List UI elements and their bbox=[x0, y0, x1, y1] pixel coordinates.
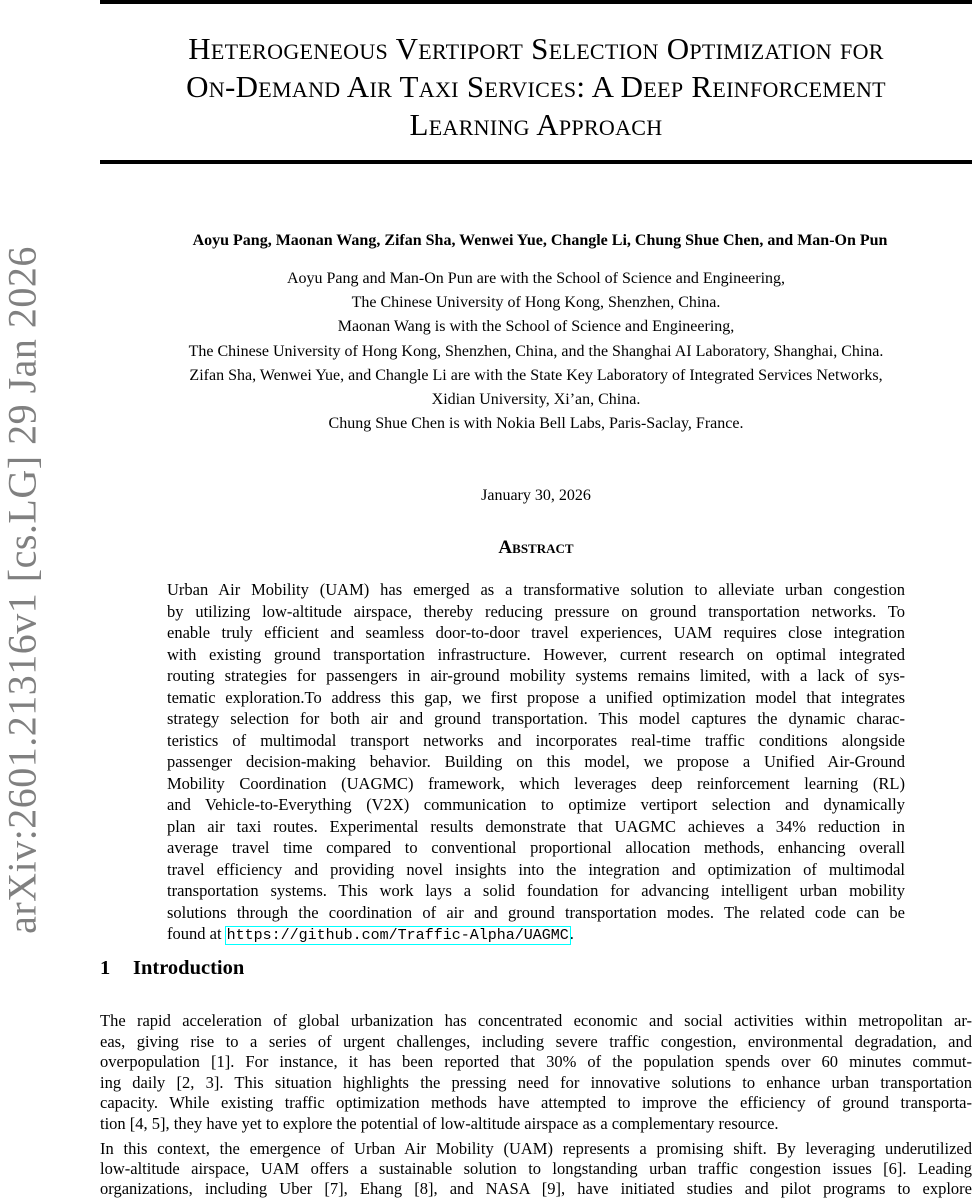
affiliation-line: The Chinese University of Hong Kong, Shenzhen, China, and the Shanghai AI Laboratory, Shanghai, China. bbox=[188, 342, 884, 360]
text-line: average travel time compared to conventional proportional allocation methods, enhancing overall bbox=[167, 838, 905, 857]
text-line: overpopulation [1]. For instance, it has been reported that 30% of the population spends over 60 minutes commut- bbox=[100, 1052, 972, 1071]
section-heading bbox=[100, 956, 244, 980]
text-line: ing daily [2, 3]. This situation highlights the pressing need for innovative solutions to enhance urban transportation bbox=[100, 1072, 972, 1092]
title-line: Learning Approach bbox=[409, 107, 663, 142]
affiliations bbox=[100, 267, 972, 436]
text-line: travel efficiency and providing novel insights into the integration and optimization of multimodal bbox=[167, 859, 905, 879]
paper-title bbox=[100, 30, 972, 144]
text-line: The rapid acceleration of global urbanization has concentrated economic and social activities within metropolitan ar- bbox=[100, 1011, 972, 1030]
section-title: Introduction bbox=[133, 957, 245, 979]
top-rule bbox=[100, 0, 972, 4]
title-line: On-Demand Air Taxi Services: A Deep Reinforcement bbox=[186, 69, 886, 104]
text-line: with existing ground transportation infrastructure. However, current research on optimal integrated bbox=[167, 644, 905, 664]
github-link[interactable]: https://github.com/Traffic-Alpha/UAGMC bbox=[226, 927, 569, 944]
date: January 30, 2026 bbox=[481, 487, 591, 504]
authors: Aoyu Pang, Maonan Wang, Zifan Sha, Wenwei Yue, Changle Li, Chung Shue Chen, and Man-On Pun bbox=[192, 232, 888, 249]
intro-paragraph-2 bbox=[100, 1139, 972, 1199]
text-line bbox=[167, 923, 905, 945]
text-line: In this context, the emergence of Urban Air Mobility (UAM) represents a promising shift. By leveraging underutilized bbox=[100, 1139, 972, 1158]
text-line: and Vehicle-to-Everything (V2X) communication to optimize vertiport selection and dynamically bbox=[167, 795, 905, 814]
affiliation-line: The Chinese University of Hong Kong, Shenzhen, China. bbox=[351, 294, 721, 312]
text-line: Urban Air Mobility (UAM) has emerged as a transformative solution to alleviate urban congestion bbox=[167, 580, 905, 599]
text-line: eas, giving rise to a series of urgent challenges, including severe traffic congestion, environmental degradation, and bbox=[100, 1031, 972, 1051]
text-line: tematic exploration.To address this gap, we first propose a unified optimization model that integrates bbox=[167, 687, 905, 707]
text-line: strategy selection for both air and ground transportation. This model captures the dynamic charac- bbox=[167, 709, 905, 728]
affiliation-line: Xidian University, Xi’an, China. bbox=[431, 391, 641, 409]
abstract-heading: Abstract bbox=[498, 537, 574, 558]
text: . bbox=[569, 924, 574, 943]
text-line: capacity. While existing traffic optimization methods have attempted to improve the efficiency of ground transporta- bbox=[100, 1093, 972, 1112]
text-line: enable truly efficient and seamless door-to-door travel experiences, UAM requires close integration bbox=[167, 623, 905, 642]
section-number: 1 bbox=[100, 957, 111, 979]
text-line: routing strategies for passengers in air-ground mobility systems remains limited, with a lack of sys- bbox=[167, 666, 905, 685]
text-line: low-altitude airspace, UAM offers a sustainable solution to longstanding urban traffic congestion issues [6]. Leading bbox=[100, 1159, 972, 1178]
text-line: by utilizing low-altitude airspace, thereby reducing pressure on ground transportation networks. To bbox=[167, 601, 905, 621]
affiliation-line: Zifan Sha, Wenwei Yue, and Changle Li are with the State Key Laboratory of Integrated Services Networks, bbox=[189, 366, 883, 384]
text-line: teristics of multimodal transport networks and incorporates real-time traffic conditions alongside bbox=[167, 730, 905, 750]
text-line: solutions through the coordination of air and ground transportation modes. The related code can be bbox=[167, 902, 905, 922]
text-line: organizations, including Uber [7], Ehang [8], and NASA [9], have initiated studies and pilot programs to explore bbox=[100, 1179, 972, 1198]
arxiv-stamp: arXiv:2601.21316v1 [cs.LG] 29 Jan 2026 bbox=[0, 246, 45, 934]
text-line: transportation systems. This work lays a solid foundation for advancing intelligent urban mobility bbox=[167, 881, 905, 900]
text-line: passenger decision-making behavior. Building on this model, we propose a Unified Air-Ground bbox=[167, 752, 905, 771]
text: found at bbox=[167, 924, 226, 943]
text-line: Mobility Coordination (UAGMC) framework, which leverages deep reinforcement learning (RL) bbox=[167, 773, 905, 793]
title-line: Heterogeneous Vertiport Selection Optimization for bbox=[188, 31, 884, 66]
text-line: plan air taxi routes. Experimental results demonstrate that UAGMC achieves a 34% reduction in bbox=[167, 816, 905, 836]
text-line: tion [4, 5], they have yet to explore the potential of low-altitude airspace as a complementary resource. bbox=[100, 1113, 779, 1133]
abstract-body bbox=[167, 579, 905, 945]
affiliation-line: Maonan Wang is with the School of Science and Engineering, bbox=[337, 318, 735, 336]
intro-paragraph-1 bbox=[100, 1011, 972, 1134]
affiliation-line: Chung Shue Chen is with Nokia Bell Labs, Paris-Saclay, France. bbox=[328, 415, 744, 433]
affiliation-line: Aoyu Pang and Man-On Pun are with the School of Science and Engineering, bbox=[286, 270, 786, 287]
bottom-title-rule bbox=[100, 160, 972, 164]
